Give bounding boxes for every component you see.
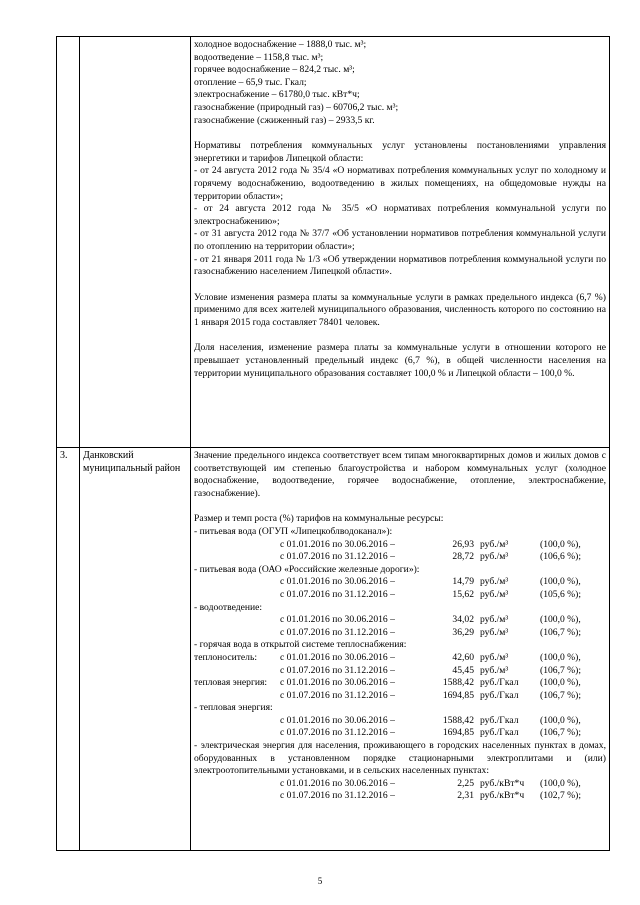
tariff-group (194, 602, 606, 640)
tariff-group-title: - тепловая энергия: (194, 702, 273, 714)
tariff-group (194, 702, 606, 740)
population-share-text: Доля населения, изменение размера платы за коммунальные услуги в отношении которого не превышает установленный предельный индекс (6,7 %), в общей численности населения на территории муниципального образования составляет 100,0 % и Липецкой области – 100,0 %. (194, 342, 606, 379)
tariff-unit: руб./м³ (480, 576, 509, 588)
tariff-group-title: - питьевая вода (ОАО «Российские железные дороги»): (194, 563, 420, 575)
tariff-label (194, 576, 280, 589)
tariff-growth: (100,0 %), (540, 538, 581, 550)
norm-item: - от 24 августа 2012 года № 35/4 «О нормативах потребления коммунальных услуг по холодному и горячему водоснабжению, водоотведению в жилых помещениях, на общедомовые нужды на территории области»; (194, 165, 606, 202)
tariff-row (194, 652, 606, 665)
tariff-growth: (100,0 %), (540, 576, 581, 588)
tariff-group-title: - водоотведение: (194, 601, 263, 613)
table-row (57, 448, 610, 851)
volume-item: холодное водоснабжение – 1888,0 тыс. м³; (194, 39, 367, 50)
tariff-groups (194, 526, 606, 803)
tariff-unit: руб./м³ (480, 551, 509, 563)
tariff-label (194, 778, 280, 791)
tariff-value: 34,02 (452, 614, 474, 626)
tariff-group-title: - питьевая вода (ОГУП «Липецкоблводоканал»): (194, 525, 393, 537)
tariff-label (194, 690, 280, 703)
tariff-growth: (100,0 %), (540, 714, 581, 726)
tariff-value: 2,31 (457, 790, 474, 802)
volume-item: водоотведение – 1158,8 тыс. м³; (194, 51, 324, 63)
tariff-unit: руб./кВт*ч (480, 790, 525, 802)
tariff-row (194, 677, 606, 690)
tariff-unit: руб./Гкал (480, 714, 519, 726)
tariff-label (194, 551, 280, 564)
tariff-label (194, 727, 280, 740)
row-number-cell: 3. (57, 448, 80, 851)
tariff-period: с 01.07.2016 по 31.12.2016 – (280, 664, 395, 676)
tariff-period: с 01.01.2016 по 30.06.2016 – (280, 777, 395, 789)
row-content-cell (191, 37, 610, 448)
tariff-growth: (100,0 %), (540, 614, 581, 626)
tariff-period: с 01.07.2016 по 31.12.2016 – (280, 551, 395, 563)
tariff-growth: (106,7 %); (540, 664, 582, 676)
tariff-row (194, 790, 606, 803)
municipality-cell (80, 37, 191, 448)
municipality-cell: Данковский муниципальный район (80, 448, 191, 851)
tariff-unit: руб./м³ (480, 538, 509, 550)
tariff-group-title: - горячая вода в открытой системе теплоснабжения: (194, 639, 407, 651)
tariff-label: тепловая энергия: (194, 677, 268, 689)
volume-item: газоснабжение (сжиженный газ) – 2933,5 кг. (194, 114, 375, 126)
tariff-growth: (105,6 %); (540, 588, 582, 600)
page-number: 5 (317, 876, 323, 886)
tariff-growth: (100,0 %), (540, 677, 581, 689)
tariff-growth: (100,0 %), (540, 777, 581, 789)
tariff-unit: руб./Гкал (480, 677, 519, 689)
tariff-row (194, 589, 606, 602)
tariff-label (194, 790, 280, 803)
tariff-value: 28,72 (452, 551, 474, 563)
tariff-period: с 01.07.2016 по 31.12.2016 – (280, 689, 395, 701)
tariff-value: 26,93 (452, 538, 474, 550)
tariff-period: с 01.07.2016 по 31.12.2016 – (280, 626, 395, 638)
tariff-growth: (106,7 %); (540, 727, 582, 739)
norm-item: - от 24 августа 2012 года № 35/5 «О нормативах потребления коммунальной услуги по электроснабжению»; (194, 203, 606, 227)
tariff-row (194, 665, 606, 678)
tariff-label (194, 715, 280, 728)
tariff-row (194, 690, 606, 703)
row-content-cell (191, 448, 610, 851)
tariff-value: 1588,42 (442, 714, 474, 726)
norms-intro: Нормативы потребления коммунальных услуг установлены постановлениями управления энергетики и тарифов Липецкой области: (194, 140, 606, 164)
tariff-unit: руб./м³ (480, 651, 509, 663)
volume-item: газоснабжение (природный газ) – 60706,2 тыс. м³; (194, 101, 399, 113)
tariff-row (194, 539, 606, 552)
tariff-label (194, 539, 280, 552)
tariff-value: 1694,85 (442, 689, 474, 701)
tariffs-title: Размер и темп роста (%) тарифов на коммунальные ресурсы: (194, 513, 444, 525)
volume-item: отопление – 65,9 тыс. Гкал; (194, 76, 307, 88)
tariff-growth: (106,7 %); (540, 626, 582, 638)
tariff-value: 36,29 (452, 626, 474, 638)
tariff-value: 2,25 (457, 777, 474, 789)
row-number-cell (57, 37, 80, 448)
table-row (57, 37, 610, 448)
tariff-row (194, 627, 606, 640)
tariff-value: 1694,85 (442, 727, 474, 739)
tariff-value: 14,79 (452, 576, 474, 588)
tariff-period: с 01.07.2016 по 31.12.2016 – (280, 588, 395, 600)
norm-item: - от 31 августа 2012 года № 37/7 «Об установлении нормативов потребления коммунальной услуги по отоплению на территории области»; (194, 228, 606, 252)
tariff-period: с 01.01.2016 по 30.06.2016 – (280, 538, 395, 550)
tariff-row (194, 614, 606, 627)
tariff-row (194, 576, 606, 589)
consumption-volumes-list (194, 39, 606, 127)
tariff-unit: руб./Гкал (480, 689, 519, 701)
tariff-period: с 01.01.2016 по 30.06.2016 – (280, 576, 395, 588)
tariff-group (194, 740, 606, 803)
tariff-row (194, 715, 606, 728)
tariff-unit: руб./м³ (480, 588, 509, 600)
tariff-growth: (100,0 %), (540, 651, 581, 663)
tariff-label: теплоноситель: (194, 651, 258, 663)
tariff-value: 1588,42 (442, 677, 474, 689)
tariff-label (194, 614, 280, 627)
tariff-group (194, 526, 606, 564)
tariff-period: с 01.01.2016 по 30.06.2016 – (280, 677, 395, 689)
index-condition-text: Условие изменения размера платы за коммунальные услуги в рамках предельного индекса (6,7 %) применимо для всех жителей муниципального образования, численность которого по состоянию на 1 января 2015 года составляет 78401 человек. (194, 291, 606, 328)
tariff-group (194, 564, 606, 602)
tariff-row (194, 778, 606, 791)
volume-item: электроснабжение – 61780,0 тыс. кВт*ч; (194, 89, 360, 101)
tariff-growth: (106,6 %); (540, 551, 582, 563)
tariff-group (194, 639, 606, 702)
tariff-value: 42,60 (452, 651, 474, 663)
tariff-unit: руб./Гкал (480, 727, 519, 739)
tariff-label (194, 665, 280, 678)
tariff-row (194, 727, 606, 740)
norms-list (194, 165, 606, 278)
tariff-label (194, 627, 280, 640)
tariff-value: 45,45 (452, 664, 474, 676)
tariff-unit: руб./м³ (480, 614, 509, 626)
tariff-label (194, 589, 280, 602)
municipal-tariffs-table (56, 36, 610, 851)
tariff-unit: руб./м³ (480, 626, 509, 638)
tariff-period: с 01.01.2016 по 30.06.2016 – (280, 614, 395, 626)
tariff-value: 15,62 (452, 588, 474, 600)
tariff-period: с 01.07.2016 по 31.12.2016 – (280, 790, 395, 802)
tariff-period: с 01.01.2016 по 30.06.2016 – (280, 651, 395, 663)
norm-item: - от 21 января 2011 года № 1/3 «Об утверждении нормативов потребления коммунальной услуги по газоснабжению населением Липецкой области». (194, 253, 606, 278)
tariff-period: с 01.07.2016 по 31.12.2016 – (280, 727, 395, 739)
index-intro-text: Значение предельного индекса соответствует всем типам многоквартирных домов и жилых домов с соответствующей им степенью благоустройства и набором коммунальных услуг (холодное водоснабжение, водоотведение, горячее водоснабжение, отопление, электроснабжение, газоснабжение). (194, 450, 606, 499)
tariff-unit: руб./кВт*ч (480, 777, 525, 789)
tariff-growth: (106,7 %); (540, 689, 582, 701)
tariff-unit: руб./м³ (480, 664, 509, 676)
tariff-row (194, 551, 606, 564)
tariff-growth: (102,7 %); (540, 790, 582, 802)
tariff-group-title: - электрическая энергия для населения, проживающего в городских населенных пунктах в домах, оборудованных в установленном порядке стационарными электроплитами и (или) электроотопительными установками, и в сельских населенных пунктах: (194, 740, 606, 777)
volume-item: горячее водоснабжение – 824,2 тыс. м³; (194, 64, 355, 76)
tariff-period: с 01.01.2016 по 30.06.2016 – (280, 714, 395, 726)
